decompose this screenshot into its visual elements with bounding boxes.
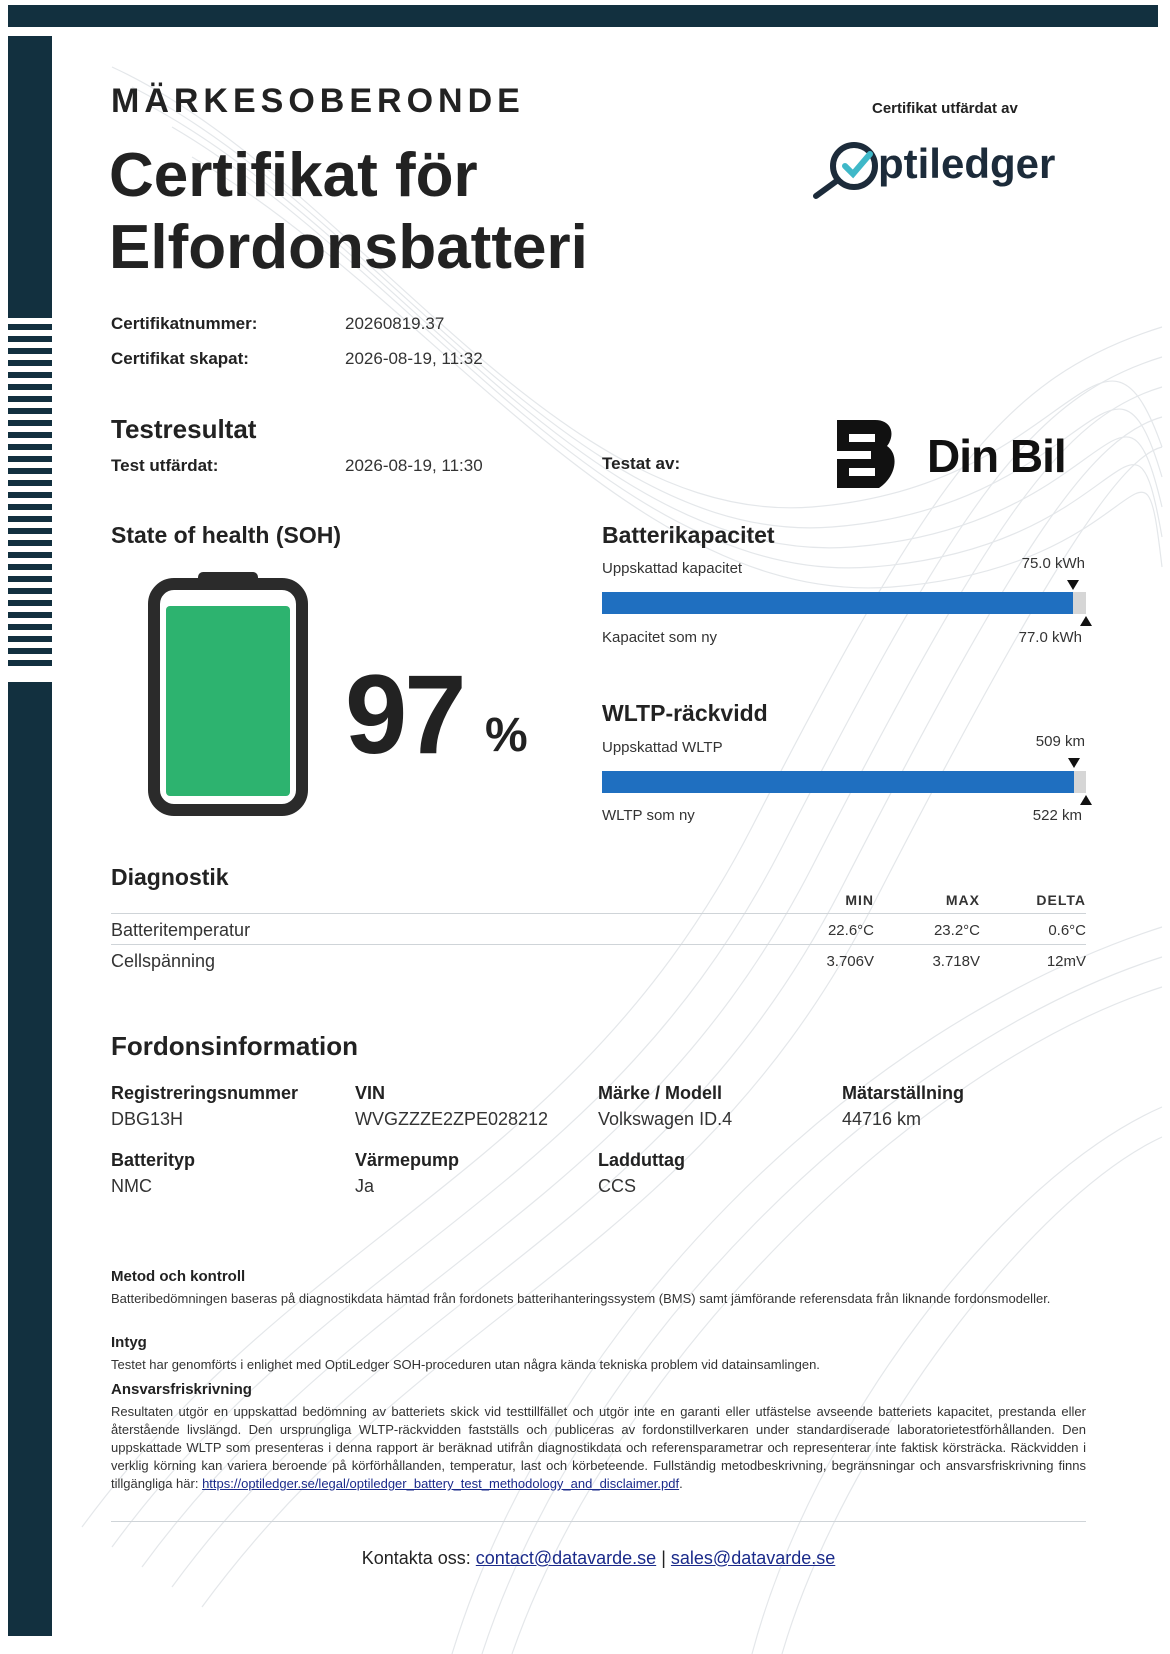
optiledger-logo-text: ptiledger bbox=[878, 140, 1056, 187]
capacity-new-marker bbox=[1080, 616, 1092, 626]
top-decorative-bar bbox=[8, 5, 1158, 27]
vehicle-vin-label: VIN bbox=[355, 1083, 386, 1103]
diag-col-delta: DELTA bbox=[1036, 892, 1086, 908]
certificate-number-value: 20260819.37 bbox=[345, 314, 445, 333]
diag-volt-min: 3.706V bbox=[826, 953, 874, 970]
magnifier-check-icon bbox=[812, 136, 1084, 200]
vehicle-reg-value: DBG13H bbox=[111, 1109, 184, 1129]
wltp-new-value: 522 km bbox=[1032, 807, 1082, 824]
capacity-new-label: Kapacitet som ny bbox=[602, 629, 718, 646]
capacity-heading: Batterikapacitet bbox=[602, 522, 775, 548]
diag-volt-max: 3.718V bbox=[932, 953, 980, 970]
vehicle-info-heading: Fordonsinformation bbox=[111, 1031, 358, 1061]
footer-separator: | bbox=[661, 1548, 666, 1568]
diag-row-label-temperature: Batteritemperatur bbox=[111, 920, 251, 940]
footer-rule bbox=[111, 1521, 1086, 1522]
method-heading: Metod och kontroll bbox=[111, 1268, 246, 1285]
capacity-estimated-value: 75.0 kWh bbox=[1021, 555, 1085, 572]
capacity-bar-fill bbox=[602, 592, 1073, 614]
din-bil-logo-text: Din Bil bbox=[927, 430, 1066, 482]
wltp-bar bbox=[602, 771, 1086, 793]
footer-contact bbox=[111, 1548, 1086, 1569]
vehicle-odometer-value: 44716 km bbox=[842, 1109, 922, 1129]
wltp-new-label: WLTP som ny bbox=[602, 807, 695, 824]
vehicle-charge-port-label: Ladduttag bbox=[598, 1150, 685, 1170]
diag-temp-delta: 0.6°C bbox=[1048, 922, 1086, 939]
title-line-1: Certifikat för bbox=[109, 141, 478, 210]
capacity-estimated-label: Uppskattad kapacitet bbox=[602, 560, 743, 577]
wltp-new-marker bbox=[1080, 795, 1092, 805]
din-bil-logo bbox=[835, 418, 1075, 496]
footer-email-contact[interactable]: contact@datavarde.se bbox=[475, 1548, 657, 1568]
attest-text: Testet har genomförts i enlighet med OptiLedger SOH-proceduren utan några kända tekniska problem vid datainsamlingen. bbox=[111, 1357, 820, 1372]
document-title bbox=[109, 140, 588, 284]
vehicle-heat-pump-label: Värmepump bbox=[355, 1150, 460, 1170]
vehicle-heat-pump-value: Ja bbox=[355, 1176, 375, 1196]
wltp-heading: WLTP-räckvidd bbox=[602, 700, 768, 726]
wltp-estimated-label: Uppskattad WLTP bbox=[602, 739, 723, 756]
disclaimer-end: . bbox=[679, 1476, 683, 1491]
vehicle-model-label: Märke / Modell bbox=[598, 1083, 723, 1103]
vehicle-vin-value: WVGZZZE2ZPE028212 bbox=[355, 1109, 549, 1129]
left-decorative-bar bbox=[8, 36, 52, 1636]
battery-level-fill bbox=[166, 606, 290, 796]
optiledger-logo bbox=[812, 136, 1084, 200]
capacity-new-value: 77.0 kWh bbox=[1018, 629, 1082, 646]
wltp-bar-fill bbox=[602, 771, 1074, 793]
certificate-created-label: Certifikat skapat: bbox=[111, 349, 249, 368]
diag-col-max: MAX bbox=[945, 892, 980, 908]
diag-header-rule bbox=[111, 913, 1086, 914]
wltp-estimated-value: 509 km bbox=[1035, 733, 1085, 750]
soh-unit: % bbox=[485, 709, 528, 762]
battery-icon bbox=[148, 570, 308, 816]
document-kicker: MÄRKESOBERONDE bbox=[111, 82, 525, 120]
tested-by-label: Testat av: bbox=[602, 454, 681, 473]
vehicle-battery-type-label: Batterityp bbox=[111, 1150, 196, 1170]
title-line-2: Elfordonsbatteri bbox=[109, 213, 588, 282]
diag-row-rule bbox=[111, 944, 1086, 945]
vehicle-model-value: Volkswagen ID.4 bbox=[598, 1109, 733, 1129]
diag-temp-max: 23.2°C bbox=[933, 922, 980, 939]
vehicle-battery-type-value: NMC bbox=[111, 1176, 152, 1196]
capacity-estimated-marker bbox=[1067, 580, 1079, 590]
din-bil-mark-icon bbox=[835, 418, 1075, 496]
diagnostics-heading: Diagnostik bbox=[111, 864, 229, 890]
footer-email-sales[interactable]: sales@datavarde.se bbox=[670, 1548, 836, 1568]
diag-temp-min: 22.6°C bbox=[827, 922, 874, 939]
vehicle-charge-port-value: CCS bbox=[598, 1176, 637, 1196]
disclaimer-text: Resultaten utgör en uppskattad bedömning av batteriets skick vid testtillfället och utgör inte en garanti eller utfästelse avseende batteriets kapacitet, prestanda eller återstående livslängd. Den ursprungliga WLTP-räckvidden fastställs och publiceras av fordonstillverkaren under standardiserade laboratorietestförhållanden. Den uppskattade WLTP som presenteras i denna rapport är beräknad utifrån diagnostikdata och referensparametrar och representerar inte faktisk körsträcka. Räckvidden i verklig körning kan variera beroende på körförhållanden, temperatur, last och körbeteende. Fullständig metodbeskrivning, begränsningar och ansvarsfriskrivning finns tillgängliga här: bbox=[111, 1404, 1086, 1491]
disclaimer-paragraph bbox=[111, 1403, 1086, 1493]
soh-heading: State of health (SOH) bbox=[111, 522, 342, 548]
test-issued-value: 2026-08-19, 11:30 bbox=[345, 456, 483, 475]
issuer-label: Certifikat utfärdat av bbox=[872, 100, 1018, 117]
certificate-number-label: Certifikatnummer: bbox=[111, 314, 258, 333]
left-stripes bbox=[8, 312, 52, 682]
diag-volt-delta: 12mV bbox=[1046, 953, 1086, 970]
vehicle-reg-label: Registreringsnummer bbox=[111, 1083, 299, 1103]
test-result-heading: Testresultat bbox=[111, 414, 257, 444]
diag-row-label-cell-voltage: Cellspänning bbox=[111, 951, 216, 971]
test-issued-label: Test utfärdat: bbox=[111, 456, 219, 475]
footer-contact-label: Kontakta oss: bbox=[361, 1548, 471, 1568]
soh-value: 97 bbox=[345, 652, 464, 777]
certificate-created-value: 2026-08-19, 11:32 bbox=[345, 349, 483, 368]
diag-col-min: MIN bbox=[845, 892, 874, 908]
wltp-estimated-marker bbox=[1068, 758, 1080, 768]
attest-heading: Intyg bbox=[111, 1334, 147, 1351]
method-text: Batteribedömningen baseras på diagnostikdata hämtad från fordonets batterihanteringssystem (BMS) samt jämförande referensdata från liknande fordonsmodeller. bbox=[111, 1291, 1051, 1306]
vehicle-odometer-label: Mätarställning bbox=[842, 1083, 965, 1103]
capacity-bar bbox=[602, 592, 1086, 614]
disclaimer-heading: Ansvarsfriskrivning bbox=[111, 1381, 252, 1398]
disclaimer-link[interactable]: https://optiledger.se/legal/optiledger_battery_test_methodology_and_disclaimer.pdf bbox=[202, 1476, 680, 1491]
